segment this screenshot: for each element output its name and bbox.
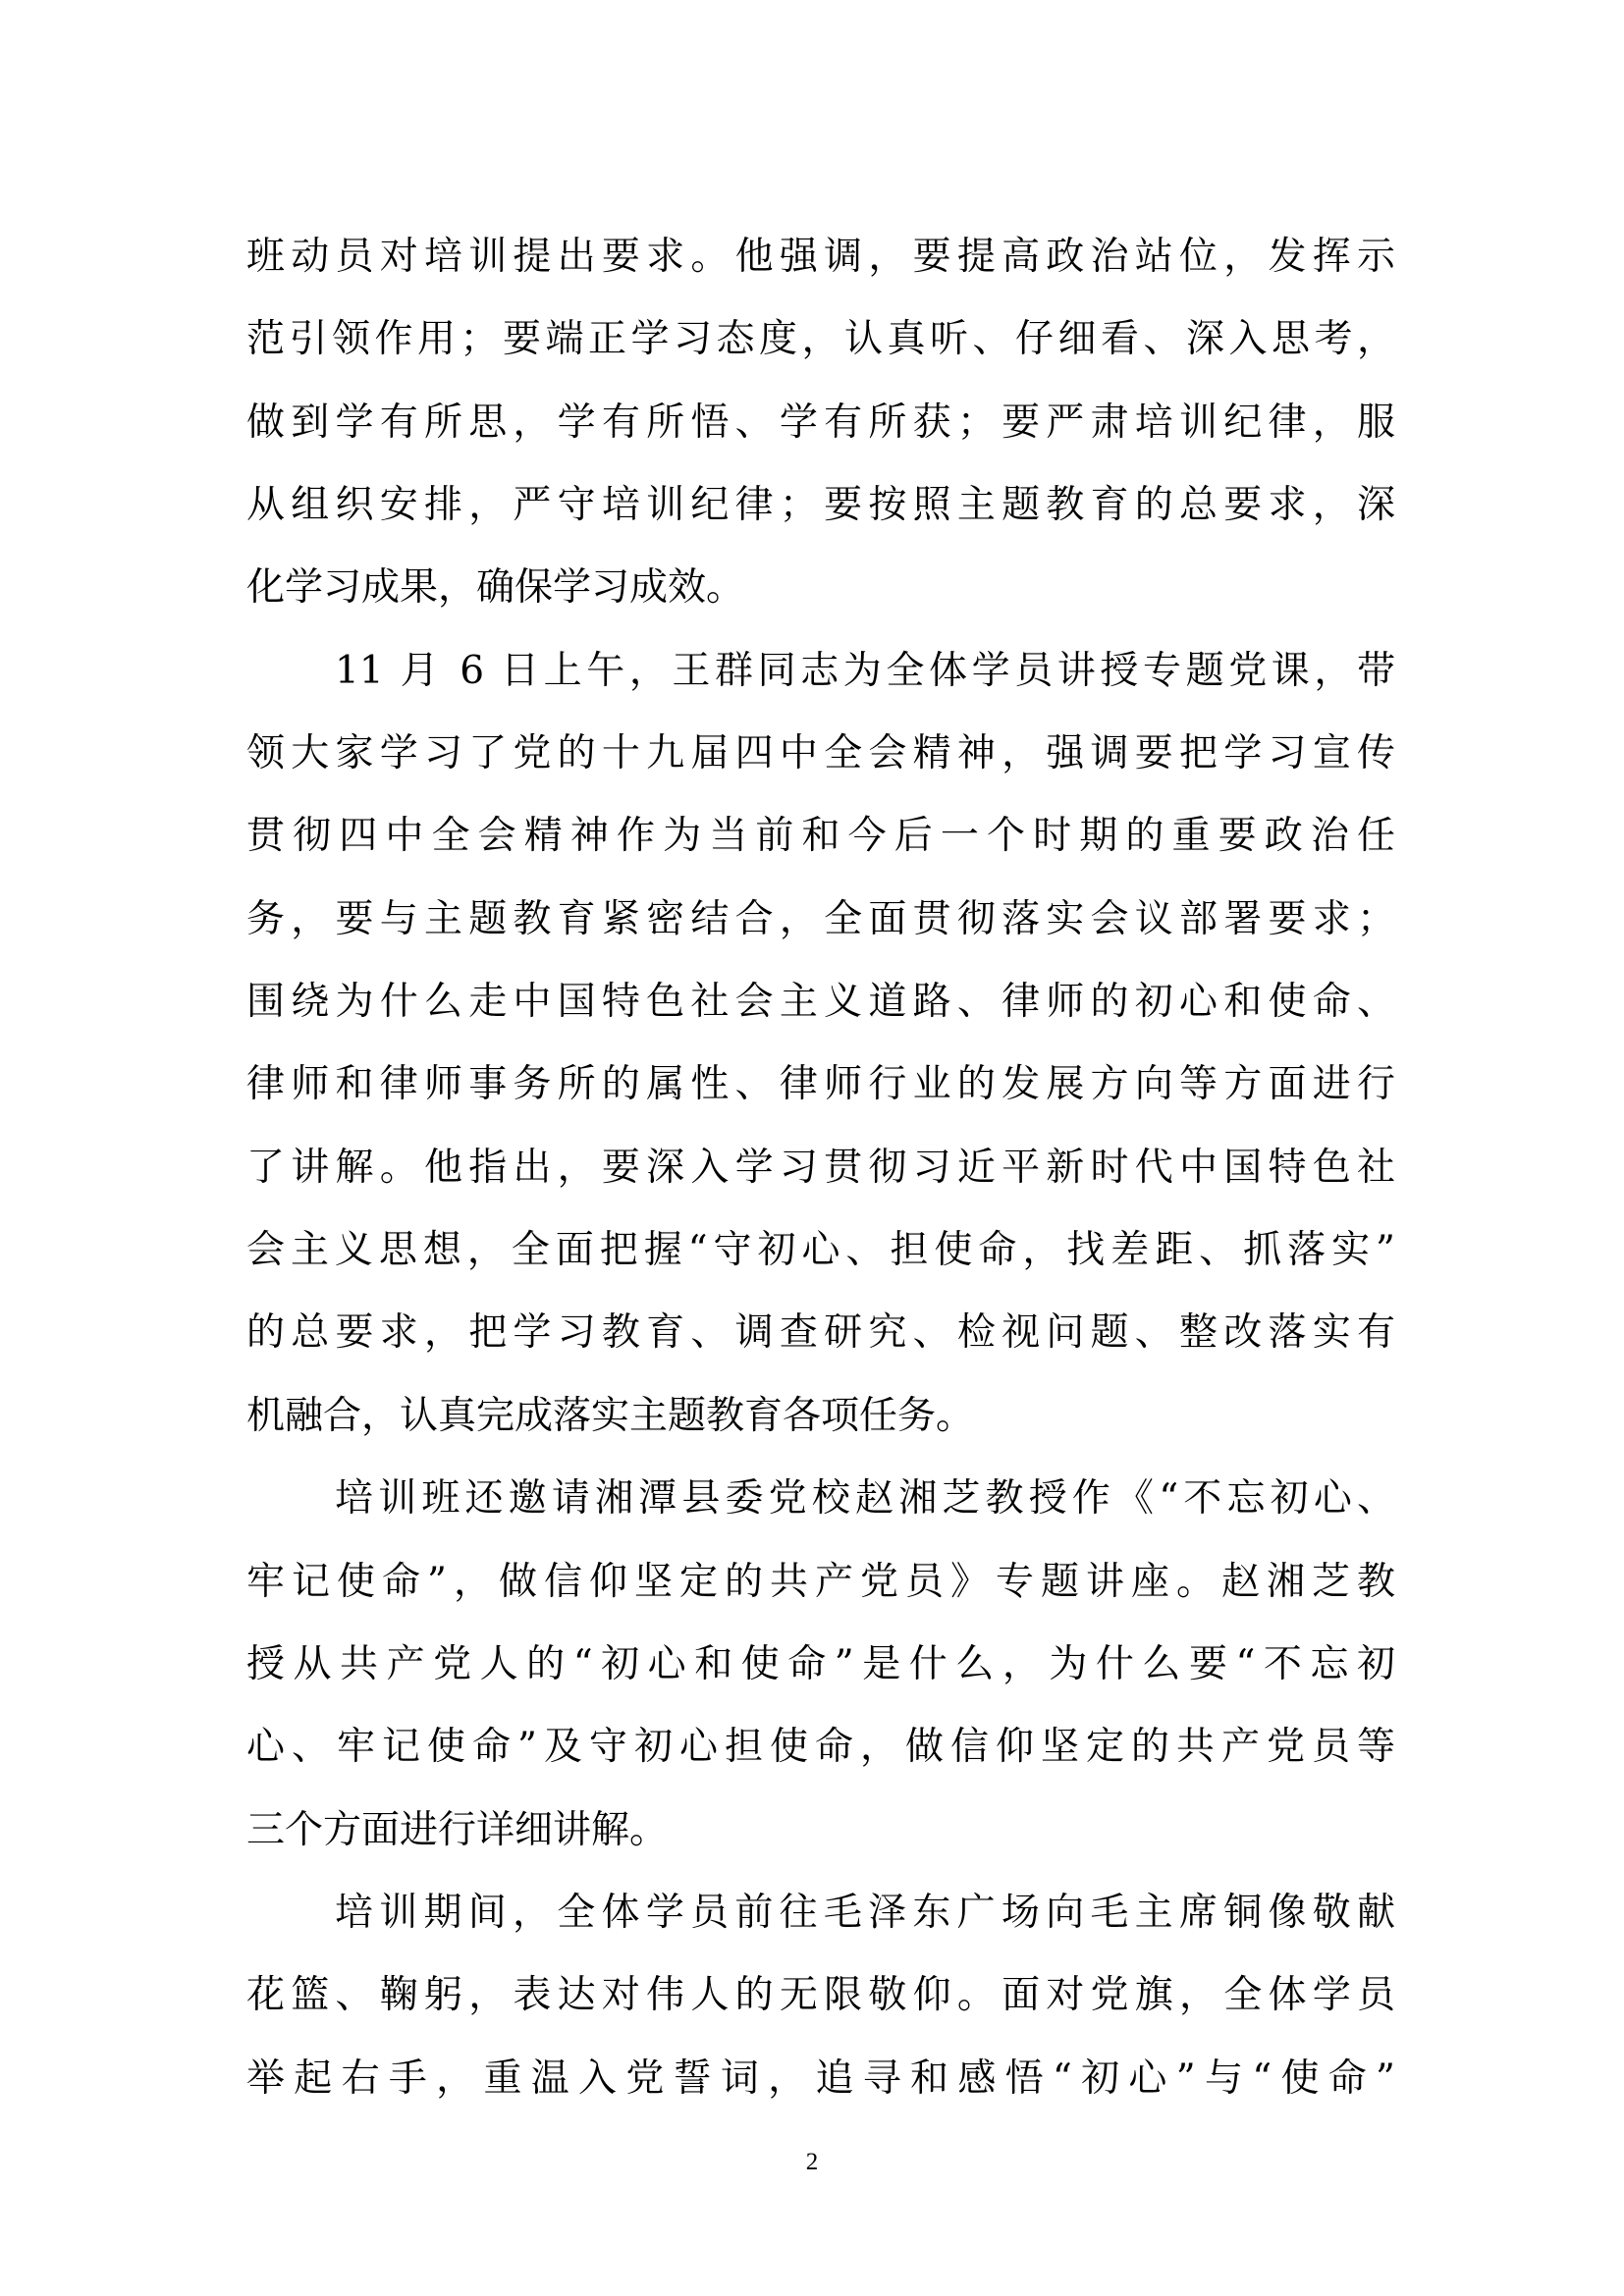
text-line: 围绕为什么走中国特色社会主义道路、律师的初心和使命、	[246, 980, 1395, 1025]
text-line: 贯彻四中全会精神作为当前和今后一个时期的重要政治任	[246, 814, 1395, 859]
text-line: 班动员对培训提出要求。他强调，要提高政治站位，发挥示	[246, 235, 1395, 279]
paragraph-requirements	[246, 216, 1395, 630]
text-line: 领大家学习了党的十九届四中全会精神，强调要把学习宣传	[246, 731, 1395, 776]
body-text	[246, 216, 1395, 2120]
text-line: 律师和律师事务所的属性、律师行业的发展方向等方面进行	[246, 1062, 1395, 1107]
paragraph-special-lecture	[246, 1458, 1395, 1872]
text-line: 举起右手，重温入党誓词，追寻和感悟“初心”与“使命”	[246, 2056, 1395, 2101]
text-line: 了讲解。他指出，要深入学习贯彻习近平新时代中国特色社	[246, 1145, 1395, 1190]
text-line: 授从共产党人的“初心和使命”是什么，为什么要“不忘初	[246, 1641, 1395, 1686]
text-line: 会主义思想，全面把握“守初心、担使命，找差距、抓落实”	[246, 1228, 1395, 1273]
page-number: 2	[805, 2149, 819, 2175]
text-line: 培训期间，全体学员前往毛泽东广场向毛主席铜像敬献	[335, 1890, 1395, 1935]
text-line: 务，要与主题教育紧密结合，全面贯彻落实会议部署要求；	[246, 896, 1395, 941]
text-line: 的总要求，把学习教育、调查研究、检视问题、整改落实有	[246, 1310, 1395, 1356]
text-line: 花篮、鞠躬，表达对伟人的无限敬仰。面对党旗，全体学员	[246, 1973, 1395, 2018]
paragraph-party-lecture	[246, 630, 1395, 1458]
text-line: 心、牢记使命”及守初心担使命，做信仰坚定的共产党员等	[246, 1725, 1395, 1770]
paragraph-training-activities	[246, 1872, 1395, 2120]
text-line: 机融合，认真完成落实主题教育各项任务。	[246, 1393, 975, 1438]
text-line: 化学习成果，确保学习成效。	[246, 565, 745, 611]
text-line: 11 月 6 日上午，王群同志为全体学员讲授专题党课，带	[335, 648, 1395, 693]
text-line: 做到学有所思，学有所悟、学有所获；要严肃培训纪律，服	[246, 400, 1395, 445]
text-line: 三个方面进行详细讲解。	[246, 1807, 669, 1852]
text-line: 范引领作用；要端正学习态度，认真听、仔细看、深入思考，	[246, 317, 1395, 362]
text-line: 牢记使命”，做信仰坚定的共产党员》专题讲座。赵湘芝教	[246, 1559, 1395, 1604]
text-line: 从组织安排，严守培训纪律；要按照主题教育的总要求，深	[246, 483, 1395, 528]
text-line: 培训班还邀请湘潭县委党校赵湘芝教授作《“不忘初心、	[335, 1476, 1395, 1522]
